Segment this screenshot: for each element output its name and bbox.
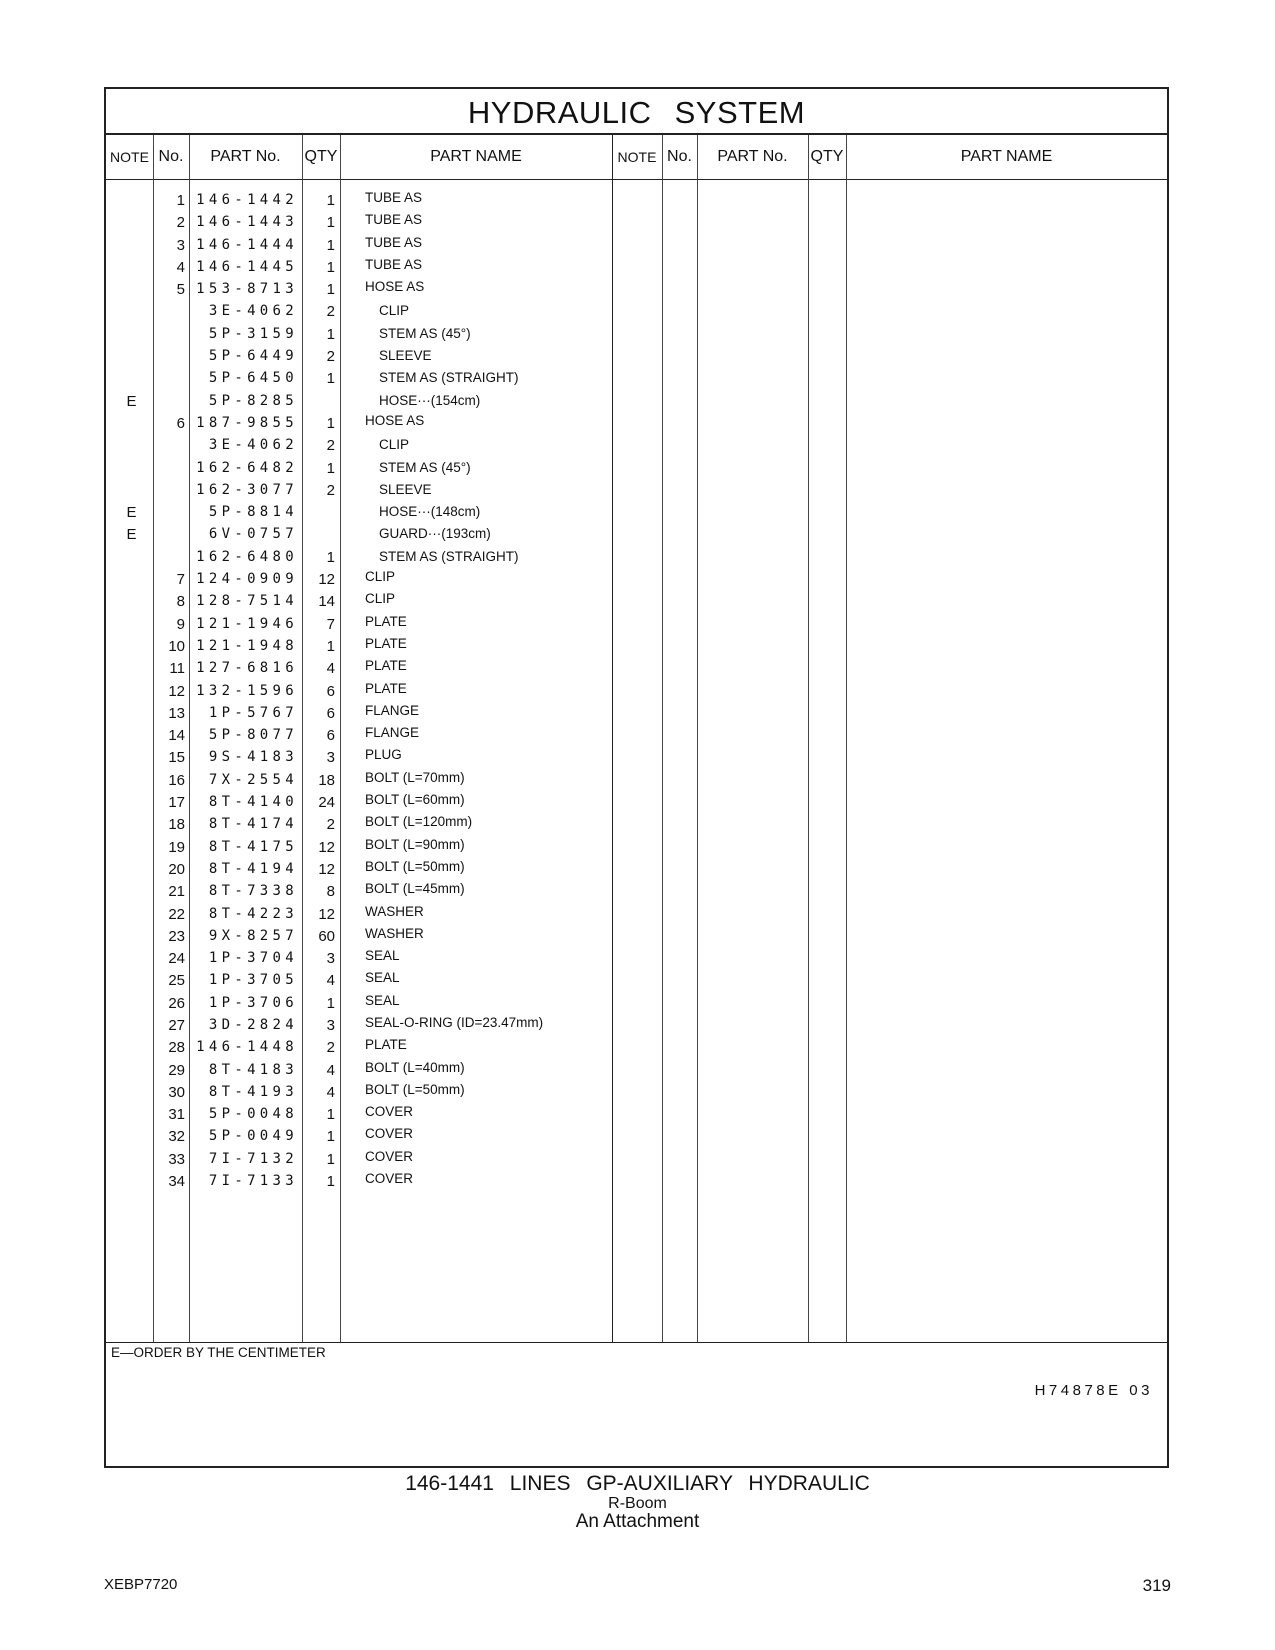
caption-title: 146-1441 LINES GP-AUXILIARY HYDRAULIC bbox=[405, 1472, 870, 1495]
quantity-cell: 1 bbox=[326, 1128, 335, 1146]
table-row bbox=[106, 950, 626, 972]
caption-block bbox=[0, 1472, 1275, 1532]
table-row bbox=[106, 326, 626, 348]
part-name-cell: HOSE···(148cm) bbox=[379, 504, 481, 520]
table-footer-divider bbox=[106, 1342, 1167, 1343]
part-number-cell: 162-6482 bbox=[196, 459, 298, 476]
table-row bbox=[106, 769, 626, 794]
table-row bbox=[106, 836, 626, 861]
table-row bbox=[106, 1128, 626, 1150]
part-number-cell: 7I-7132 bbox=[208, 1150, 298, 1167]
quantity-cell: 1 bbox=[326, 258, 335, 276]
table-row bbox=[106, 992, 626, 1017]
column-divider bbox=[808, 135, 809, 1342]
part-name-cell: BOLT (L=45mm) bbox=[365, 881, 465, 897]
table-row bbox=[106, 727, 626, 749]
table-row bbox=[106, 593, 626, 615]
table-row bbox=[106, 482, 626, 504]
item-number-cell: 7 bbox=[176, 571, 185, 589]
col-partno-header-right: PART No. bbox=[717, 148, 788, 165]
quantity-cell: 2 bbox=[326, 1039, 335, 1057]
quantity-cell: 1 bbox=[326, 192, 335, 209]
note-cell: E bbox=[126, 504, 137, 522]
quantity-cell: 1 bbox=[326, 370, 335, 388]
part-number-cell: 1P-3706 bbox=[208, 994, 298, 1011]
part-name-cell: HOSE AS bbox=[365, 412, 425, 428]
part-name-cell: PLATE bbox=[365, 658, 407, 674]
col-partno-header: PART No. bbox=[210, 148, 281, 165]
item-number-cell: 29 bbox=[168, 1061, 185, 1079]
part-number-cell: 5P-0049 bbox=[208, 1128, 298, 1145]
part-number-cell: 8T-4174 bbox=[208, 816, 298, 833]
part-number-cell: 8T-7338 bbox=[208, 883, 298, 900]
col-partname-header-right: PART NAME bbox=[960, 148, 1053, 165]
table-row bbox=[106, 526, 626, 548]
part-number-cell: 5P-0048 bbox=[208, 1106, 298, 1123]
part-number-cell: 3D-2824 bbox=[208, 1016, 298, 1033]
quantity-cell: 4 bbox=[326, 1061, 335, 1079]
item-number-cell: 21 bbox=[168, 883, 185, 901]
table-row bbox=[106, 549, 626, 571]
part-name-cell: FLANGE bbox=[365, 702, 420, 718]
quantity-cell: 3 bbox=[326, 950, 335, 968]
part-name-cell: CLIP bbox=[365, 569, 396, 585]
table-row bbox=[106, 1081, 626, 1106]
quantity-cell: 6 bbox=[326, 727, 335, 745]
quantity-cell: 6 bbox=[326, 682, 335, 700]
part-number-cell: 128-7514 bbox=[196, 593, 298, 610]
table-row bbox=[106, 281, 626, 303]
item-number-cell: 10 bbox=[168, 637, 185, 655]
part-number-cell: 146-1445 bbox=[196, 258, 298, 275]
part-name-cell: PLATE bbox=[365, 635, 407, 651]
part-number-cell: 121-1948 bbox=[196, 637, 298, 654]
table-row bbox=[106, 460, 626, 482]
col-no-header-right: No. bbox=[667, 148, 692, 165]
part-number-cell: 5P-8285 bbox=[208, 392, 298, 409]
table-row bbox=[106, 348, 626, 370]
item-number-cell: 25 bbox=[168, 972, 185, 990]
quantity-cell: 1 bbox=[326, 548, 335, 566]
table-row bbox=[106, 234, 626, 259]
part-name-cell: CLIP bbox=[379, 303, 410, 319]
part-number-cell: 132-1596 bbox=[196, 682, 298, 699]
quantity-cell: 1 bbox=[326, 414, 335, 432]
part-number-cell: 3E-4062 bbox=[208, 437, 298, 454]
quantity-cell: 3 bbox=[326, 1016, 335, 1034]
item-number-cell: 26 bbox=[168, 994, 185, 1012]
table-row bbox=[106, 972, 626, 994]
item-number-cell: 12 bbox=[168, 682, 185, 700]
part-name-cell: WASHER bbox=[365, 925, 424, 941]
table-row bbox=[106, 192, 626, 214]
part-number-cell: 5P-8814 bbox=[208, 504, 298, 521]
part-name-cell: STEM AS (STRAIGHT) bbox=[379, 370, 519, 386]
note-cell: E bbox=[126, 392, 137, 410]
part-name-cell: COVER bbox=[365, 1126, 414, 1142]
part-number-cell: 1P-3705 bbox=[208, 972, 298, 989]
item-number-cell: 3 bbox=[176, 236, 185, 254]
table-row bbox=[106, 613, 626, 638]
part-number-cell: 153-8713 bbox=[196, 281, 298, 298]
part-name-cell: CLIP bbox=[365, 591, 396, 607]
column-header-row bbox=[106, 135, 1167, 180]
quantity-cell: 2 bbox=[326, 481, 335, 499]
part-name-cell: FLANGE bbox=[365, 725, 420, 741]
quantity-cell: 1 bbox=[326, 281, 335, 299]
col-qty-header: QTY bbox=[304, 148, 338, 165]
caption-subtitle: R-Boom bbox=[608, 1495, 667, 1512]
part-number-cell: 162-6480 bbox=[196, 548, 298, 565]
part-name-cell: PLATE bbox=[365, 613, 407, 629]
item-number-cell: 18 bbox=[168, 816, 185, 834]
col-no-header: No. bbox=[158, 148, 184, 165]
quantity-cell: 7 bbox=[326, 615, 335, 633]
quantity-cell: 1 bbox=[326, 459, 335, 477]
part-name-cell: SLEEVE bbox=[379, 348, 432, 364]
quantity-cell: 18 bbox=[318, 771, 335, 789]
part-name-cell: SEAL bbox=[365, 970, 400, 986]
table-row bbox=[106, 393, 626, 415]
part-name-cell: HOSE···(154cm) bbox=[379, 392, 481, 408]
quantity-cell: 1 bbox=[326, 1106, 335, 1124]
drawing-code: H74878E 03 bbox=[1034, 1382, 1153, 1399]
part-name-cell: GUARD···(193cm) bbox=[379, 526, 491, 542]
part-name-cell: SEAL bbox=[365, 992, 400, 1008]
item-number-cell: 5 bbox=[176, 281, 185, 299]
part-number-cell: 3E-4062 bbox=[208, 303, 298, 320]
part-name-cell: BOLT (L=90mm) bbox=[365, 836, 465, 852]
table-row bbox=[106, 303, 626, 325]
part-name-cell: WASHER bbox=[365, 903, 424, 919]
item-number-cell: 6 bbox=[176, 414, 185, 432]
quantity-cell: 12 bbox=[318, 838, 335, 856]
quantity-cell: 24 bbox=[318, 794, 335, 812]
part-name-cell: COVER bbox=[365, 1104, 414, 1120]
part-name-cell: SEAL-O-RING (ID=23.47mm) bbox=[365, 1014, 544, 1030]
item-number-cell: 32 bbox=[168, 1128, 185, 1146]
table-row bbox=[106, 794, 626, 816]
quantity-cell: 4 bbox=[326, 1083, 335, 1101]
part-number-cell: 1P-5767 bbox=[208, 704, 298, 721]
quantity-cell: 6 bbox=[326, 704, 335, 722]
part-number-cell: 1P-3704 bbox=[208, 950, 298, 967]
part-number-cell: 5P-8077 bbox=[208, 727, 298, 744]
part-number-cell: 146-1442 bbox=[196, 192, 298, 208]
part-name-cell: SLEEVE bbox=[379, 481, 432, 497]
item-number-cell: 34 bbox=[168, 1173, 185, 1191]
part-name-cell: CLIP bbox=[379, 437, 410, 453]
quantity-cell: 1 bbox=[326, 994, 335, 1012]
table-row bbox=[106, 1014, 626, 1039]
quantity-cell: 8 bbox=[326, 883, 335, 901]
item-number-cell: 14 bbox=[168, 727, 185, 745]
document-code: XEBP7720 bbox=[104, 1576, 178, 1593]
item-number-cell: 16 bbox=[168, 771, 185, 789]
quantity-cell: 4 bbox=[326, 972, 335, 990]
item-number-cell: 27 bbox=[168, 1016, 185, 1034]
table-row bbox=[106, 883, 626, 905]
part-number-cell: 127-6816 bbox=[196, 660, 298, 677]
table-row bbox=[106, 437, 626, 459]
table-row bbox=[106, 680, 626, 705]
item-number-cell: 23 bbox=[168, 927, 185, 945]
quantity-cell: 2 bbox=[326, 348, 335, 366]
quantity-cell: 1 bbox=[326, 236, 335, 254]
item-number-cell: 13 bbox=[168, 704, 185, 722]
part-number-cell: 162-3077 bbox=[196, 481, 298, 498]
item-number-cell: 1 bbox=[176, 192, 185, 209]
note-cell: E bbox=[126, 526, 137, 544]
quantity-cell: 14 bbox=[318, 593, 335, 611]
table-row bbox=[106, 412, 626, 437]
part-name-cell: BOLT (L=70mm) bbox=[365, 769, 465, 785]
page-title: HYDRAULIC SYSTEM bbox=[106, 89, 1167, 135]
table-row bbox=[106, 858, 626, 883]
table-row bbox=[106, 504, 626, 526]
part-name-cell: BOLT (L=120mm) bbox=[365, 814, 473, 830]
part-number-cell: 7I-7133 bbox=[208, 1173, 298, 1190]
part-name-cell: HOSE AS bbox=[365, 279, 425, 295]
quantity-cell: 12 bbox=[318, 905, 335, 923]
col-qty-header-right: QTY bbox=[810, 148, 844, 165]
table-row bbox=[106, 749, 626, 771]
table-row bbox=[106, 635, 626, 660]
col-note-header: NOTE bbox=[110, 149, 149, 165]
item-number-cell: 17 bbox=[168, 794, 185, 812]
item-number-cell: 30 bbox=[168, 1083, 185, 1101]
table-row bbox=[106, 256, 626, 281]
item-number-cell: 20 bbox=[168, 860, 185, 878]
part-name-cell: STEM AS (STRAIGHT) bbox=[379, 548, 519, 564]
part-number-cell: 146-1443 bbox=[196, 214, 298, 231]
column-divider bbox=[662, 135, 663, 1342]
part-name-cell: BOLT (L=50mm) bbox=[365, 858, 465, 874]
part-name-cell: BOLT (L=40mm) bbox=[365, 1059, 465, 1075]
table-row bbox=[106, 214, 626, 236]
item-number-cell: 31 bbox=[168, 1106, 185, 1124]
part-number-cell: 5P-6450 bbox=[208, 370, 298, 387]
table-row bbox=[106, 903, 626, 928]
part-name-cell: COVER bbox=[365, 1171, 414, 1187]
col-partname-header: PART NAME bbox=[430, 148, 522, 165]
part-number-cell: 5P-3159 bbox=[208, 325, 298, 342]
quantity-cell: 1 bbox=[326, 325, 335, 343]
part-name-cell: STEM AS (45°) bbox=[379, 325, 471, 341]
quantity-cell: 3 bbox=[326, 749, 335, 767]
part-number-cell: 8T-4183 bbox=[208, 1061, 298, 1078]
part-number-cell: 121-1946 bbox=[196, 615, 298, 632]
quantity-cell: 2 bbox=[326, 303, 335, 321]
quantity-cell: 1 bbox=[326, 1150, 335, 1168]
quantity-cell: 2 bbox=[326, 437, 335, 455]
part-number-cell: 8T-4194 bbox=[208, 860, 298, 877]
part-number-cell: 9X-8257 bbox=[208, 927, 298, 944]
part-number-cell: 187-9855 bbox=[196, 414, 298, 431]
part-name-cell: TUBE AS bbox=[365, 234, 423, 250]
part-name-cell: TUBE AS bbox=[365, 256, 423, 272]
item-number-cell: 11 bbox=[169, 660, 185, 678]
parts-list bbox=[106, 192, 626, 1195]
part-number-cell: 146-1448 bbox=[196, 1039, 298, 1056]
caption-subtitle-2: An Attachment bbox=[575, 1511, 700, 1532]
part-name-cell: TUBE AS bbox=[365, 190, 423, 205]
part-name-cell: SEAL bbox=[365, 948, 400, 964]
item-number-cell: 4 bbox=[176, 258, 185, 276]
quantity-cell: 2 bbox=[326, 816, 335, 834]
item-number-cell: 19 bbox=[168, 838, 185, 856]
item-number-cell: 33 bbox=[168, 1150, 185, 1168]
item-number-cell: 22 bbox=[168, 905, 185, 923]
table-row bbox=[106, 1173, 626, 1195]
item-number-cell: 9 bbox=[176, 615, 185, 633]
quantity-cell: 1 bbox=[326, 214, 335, 232]
item-number-cell: 15 bbox=[168, 749, 185, 767]
part-name-cell: STEM AS (45°) bbox=[379, 459, 471, 475]
part-name-cell: COVER bbox=[365, 1148, 414, 1164]
part-name-cell: PLATE bbox=[365, 680, 407, 696]
quantity-cell: 60 bbox=[318, 927, 335, 945]
part-number-cell: 8T-4140 bbox=[208, 794, 298, 811]
table-row bbox=[106, 571, 626, 593]
table-row bbox=[106, 1059, 626, 1084]
quantity-cell: 12 bbox=[318, 860, 335, 878]
table-row bbox=[106, 1148, 626, 1173]
part-number-cell: 8T-4175 bbox=[208, 838, 298, 855]
table-row bbox=[106, 816, 626, 838]
item-number-cell: 28 bbox=[168, 1039, 185, 1057]
part-number-cell: 9S-4183 bbox=[208, 749, 298, 766]
table-row bbox=[106, 1106, 626, 1128]
part-name-cell: PLUG bbox=[365, 747, 402, 763]
part-name-cell: PLATE bbox=[365, 1037, 407, 1053]
parts-table-frame bbox=[104, 87, 1169, 1468]
table-row bbox=[106, 370, 626, 392]
quantity-cell: 12 bbox=[318, 571, 335, 589]
part-number-cell: 146-1444 bbox=[196, 236, 298, 253]
part-number-cell: 6V-0757 bbox=[208, 526, 298, 543]
table-row bbox=[106, 1039, 626, 1061]
part-name-cell: BOLT (L=60mm) bbox=[365, 792, 465, 808]
item-number-cell: 8 bbox=[176, 593, 185, 611]
item-number-cell: 2 bbox=[176, 214, 185, 232]
part-number-cell: 7X-2554 bbox=[208, 771, 298, 788]
part-name-cell: TUBE AS bbox=[365, 212, 423, 228]
footnote: E—ORDER BY THE CENTIMETER bbox=[111, 1345, 326, 1360]
page-number: 319 bbox=[1142, 1576, 1171, 1595]
part-number-cell: 124-0909 bbox=[196, 571, 298, 588]
table-row bbox=[106, 925, 626, 950]
part-number-cell: 8T-4193 bbox=[208, 1083, 298, 1100]
col-note-header-right: NOTE bbox=[617, 149, 657, 165]
table-row bbox=[106, 660, 626, 682]
part-number-cell: 5P-6449 bbox=[208, 348, 298, 365]
quantity-cell: 1 bbox=[326, 637, 335, 655]
table-row bbox=[106, 702, 626, 727]
part-name-cell: BOLT (L=50mm) bbox=[365, 1081, 465, 1097]
part-number-cell: 8T-4223 bbox=[208, 905, 298, 922]
column-divider bbox=[846, 135, 847, 1342]
quantity-cell: 1 bbox=[326, 1173, 335, 1191]
quantity-cell: 4 bbox=[326, 660, 335, 678]
column-divider bbox=[697, 135, 698, 1342]
item-number-cell: 24 bbox=[168, 950, 185, 968]
